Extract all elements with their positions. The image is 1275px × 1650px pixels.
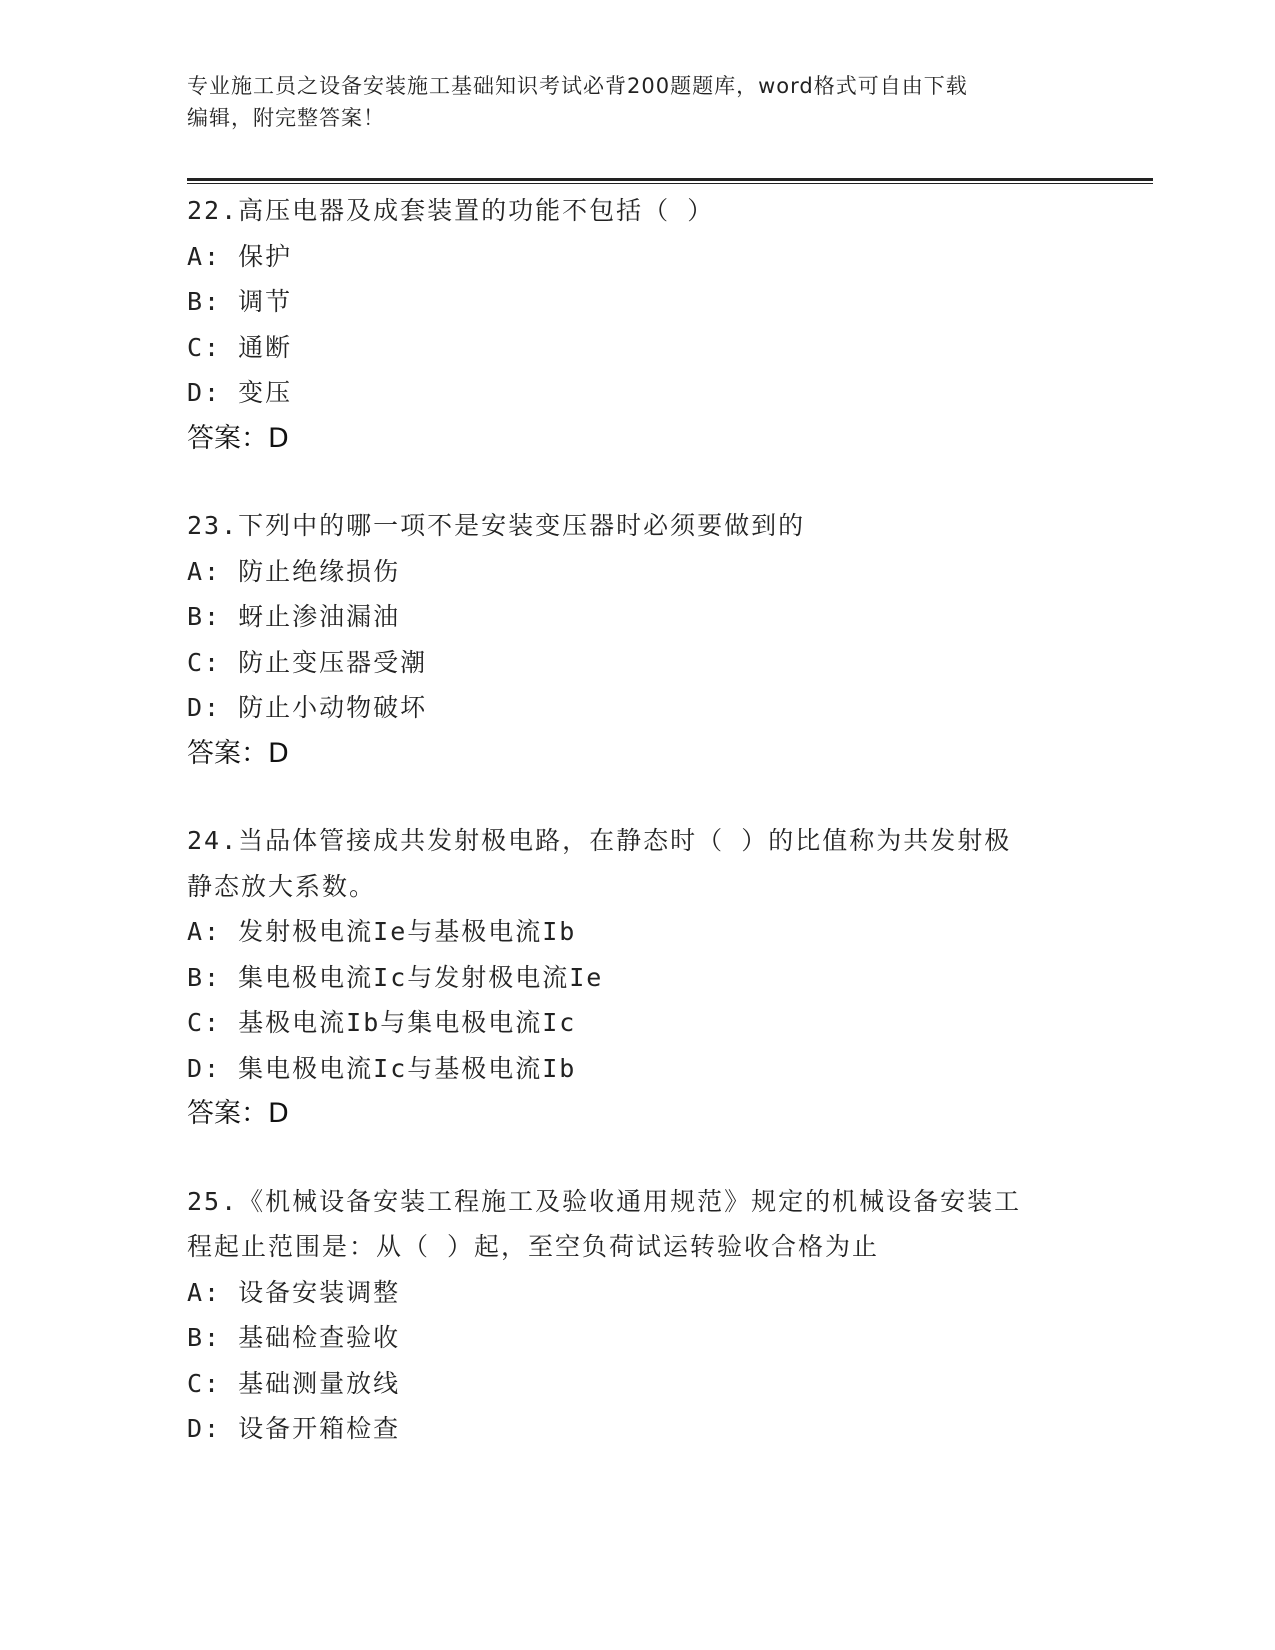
question-stem: 23.下列中的哪一项不是安装变压器时必须要做到的 [187,511,806,540]
option-b: B: 调节 [187,287,293,316]
option-c: C: 防止变压器受潮 [187,647,428,677]
option-d: D: 集电极电流Ic与基极电流Ib [187,1053,577,1083]
header-line-2: 编辑，附完整答案！ [187,106,385,130]
question-stem: 24.当品体管接成共发射极电路，在静态时（ ）的比值称为共发射极 [187,826,1012,855]
question-24 [187,818,1087,1137]
option-a: A: 发射极电流Ie与基极电流Ib [187,917,577,946]
question-22 [187,188,1087,461]
option-a: A: 防止绝缘损伤 [187,556,401,586]
document-header [187,70,1067,134]
header-divider-thin [187,183,1153,184]
question-stem-continued: 程起止范围是：从（ ）起，至空负荷试运转验收合格为止 [187,1232,880,1261]
question-list [187,188,1087,1494]
option-d: D: 防止小动物破坏 [187,693,428,722]
answer-line: 答案：D [187,1098,289,1129]
option-b: B: 集电极电流Ic与发射极电流Ie [187,962,604,992]
option-c: C: 基础测量放线 [187,1368,401,1398]
option-c: C: 基极电流Ib与集电极电流Ic [187,1008,577,1037]
option-b: B: 基础检查验收 [187,1323,401,1352]
option-a: A: 设备安装调整 [187,1277,401,1307]
answer-line: 答案：D [187,422,289,454]
option-d: D: 变压 [187,378,293,407]
question-stem: 25.《机械设备安装工程施工及验收通用规范》规定的机械设备安装工 [187,1186,1022,1216]
question-23 [187,503,1087,776]
option-a: A: 保护 [187,241,293,271]
question-stem-continued: 静态放大系数。 [187,871,377,901]
question-stem: 22.高压电器及成套装置的功能不包括（ ） [187,196,715,225]
option-d: D: 设备开箱检查 [187,1414,401,1443]
option-b: B: 蚜止渗油漏油 [187,602,401,631]
option-c: C: 通断 [187,332,293,362]
header-line-1: 专业施工员之设备安装施工基础知识考试必背200题题库，word格式可自由下载 [187,74,968,98]
header-divider-thick [187,178,1153,181]
answer-line: 答案：D [187,737,289,769]
question-25 [187,1179,1087,1452]
